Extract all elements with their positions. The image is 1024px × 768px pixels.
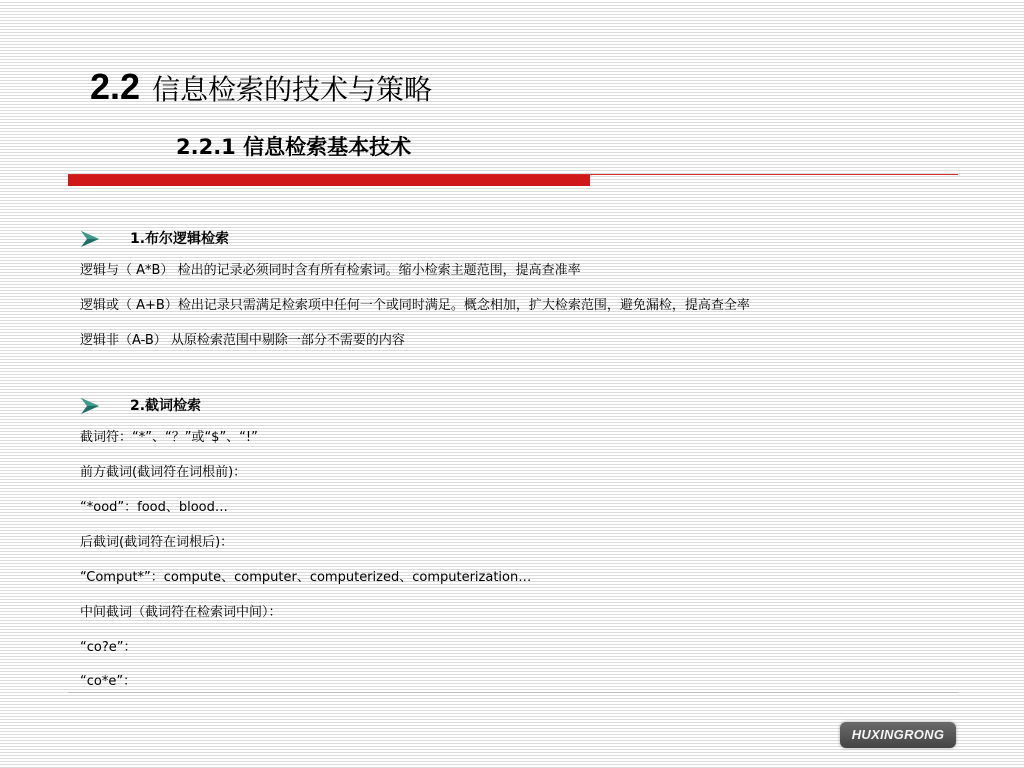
title-text: 信息检索的技术与策略 [152,73,433,106]
text-line: 逻辑或（ A+B）检出记录只需满足检索项中任何一个或同时满足。概念相加，扩大检索范围，避免漏检，提高查全率 [80,298,750,313]
text-line: 中间截词（截词符在检索词中间）： [80,605,282,620]
footer-divider-line [68,692,958,693]
slide-title [90,62,432,112]
text-line: “co?e”： [80,640,137,655]
bullet-heading-boolean: 1.布尔逻辑检索 [130,231,230,247]
text-line: “co*e”： [80,674,137,689]
text-line: 后截词(截词符在词根后)： [80,535,234,550]
text-line: “Comput*”：compute、computer、computerized、computerization… [80,570,532,585]
section-subtitle: 2.2.1 信息检索基本技术 [176,135,412,159]
text-line: 逻辑与（ A*B） 检出的记录必须同时含有所有检索词。缩小检索主题范围，提高查准率 [80,263,581,278]
text-line: 前方截词(截词符在词根前)： [80,465,247,480]
bullet-heading-truncation: 2.截词检索 [130,398,202,414]
arrow-bullet-icon [80,397,100,415]
arrow-bullet-icon [80,230,100,248]
title-number: 2.2 [90,66,141,107]
text-line: 逻辑非（A-B） 从原检索范围中剔除一部分不需要的内容 [80,333,405,348]
title-divider-bar [68,175,590,186]
text-line: 截词符：“*”、“？”或“$”、“!” [80,430,258,445]
text-line: “*ood”：food、blood… [80,500,228,515]
watermark-logo: HUXINGRONG [840,722,956,748]
